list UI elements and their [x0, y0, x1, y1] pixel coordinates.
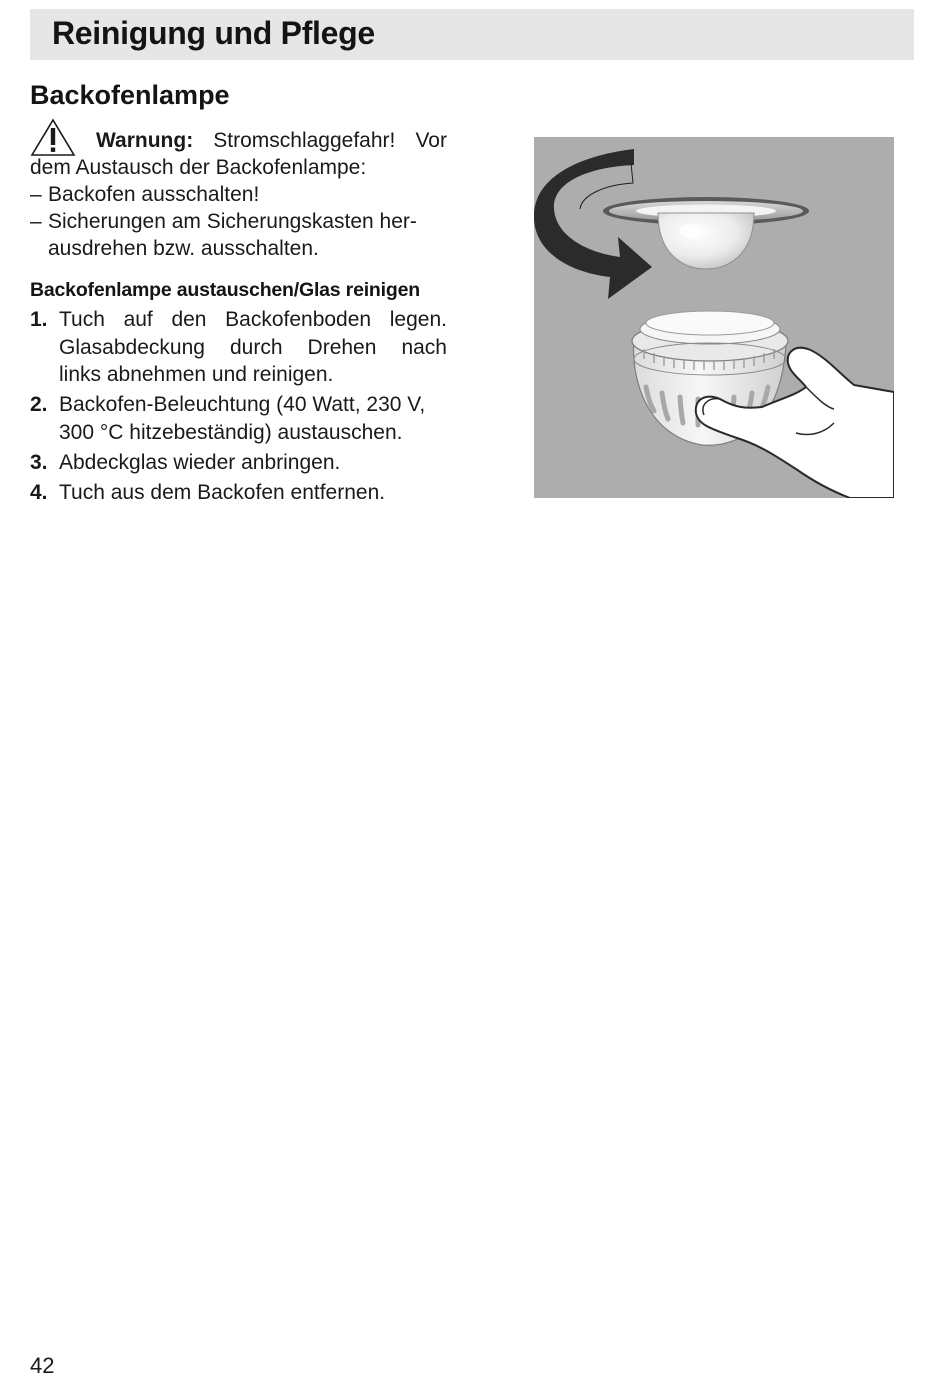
step-word: Drehen: [307, 335, 377, 359]
step-word: Tuch: [59, 308, 105, 331]
warning-item-text: ausdrehen bzw. ausschalten.: [48, 237, 319, 260]
illustration-svg: [534, 137, 894, 498]
dash-bullet: –: [30, 210, 42, 233]
chapter-title: Reinigung und Pflege: [52, 15, 375, 51]
warning-word: Vor: [415, 129, 447, 152]
step-word: legen.: [389, 308, 447, 331]
step-word: Backofenboden: [225, 308, 372, 331]
warning-triangle-icon: [30, 117, 76, 157]
step-number: 1.: [30, 308, 48, 331]
warning-block: [30, 127, 447, 262]
step-number: 4.: [30, 480, 48, 504]
section-title: Backofenlampe: [30, 80, 230, 110]
warning-label: Warnung:: [96, 129, 194, 152]
lamp-replacement-illustration: [534, 137, 894, 498]
warning-first-line: [30, 127, 447, 154]
step-text-line: Abdeckglas wieder anbringen.: [59, 450, 341, 474]
warning-item: [30, 208, 447, 262]
rotation-arrow-icon: [534, 149, 652, 299]
warning-item-text: Sicherungen am Sicherungskasten her-: [48, 210, 417, 233]
lamp-bulb: [658, 213, 754, 269]
procedure-heading: Backofenlampe austauschen/Glas reinigen: [30, 279, 420, 301]
step-word: den: [171, 308, 207, 331]
warning-second-line: dem Austausch der Backofenlampe:: [30, 156, 367, 179]
warning-item: [30, 181, 447, 208]
chapter-header: [30, 9, 914, 60]
step-number: 2.: [30, 393, 48, 416]
dash-bullet: –: [30, 183, 42, 206]
step-text-line: links abnehmen und reinigen.: [59, 363, 334, 386]
warning-word: Stromschlaggefahr!: [213, 129, 396, 152]
step-item: [30, 306, 447, 389]
page-number: 42: [30, 1353, 55, 1378]
step-text-line: 300 °C hitzebeständig) austauschen.: [59, 420, 403, 444]
step-text-line: Backofen-Beleuchtung (40 Watt, 230 V,: [59, 393, 426, 416]
step-word: nach: [401, 335, 447, 359]
step-text-line: [59, 334, 447, 362]
step-item: [30, 449, 447, 477]
step-word: durch: [229, 335, 283, 359]
warning-item-text: Backofen ausschalten!: [48, 183, 260, 206]
step-word: Glasabdeckung: [59, 335, 205, 359]
step-item: [30, 391, 447, 446]
step-text-line: Tuch aus dem Backofen entfernen.: [59, 480, 386, 504]
step-number: 3.: [30, 450, 48, 474]
step-word: auf: [123, 308, 153, 331]
step-item: [30, 479, 447, 507]
procedure-steps: [30, 306, 447, 509]
step-text-line: [59, 306, 447, 334]
